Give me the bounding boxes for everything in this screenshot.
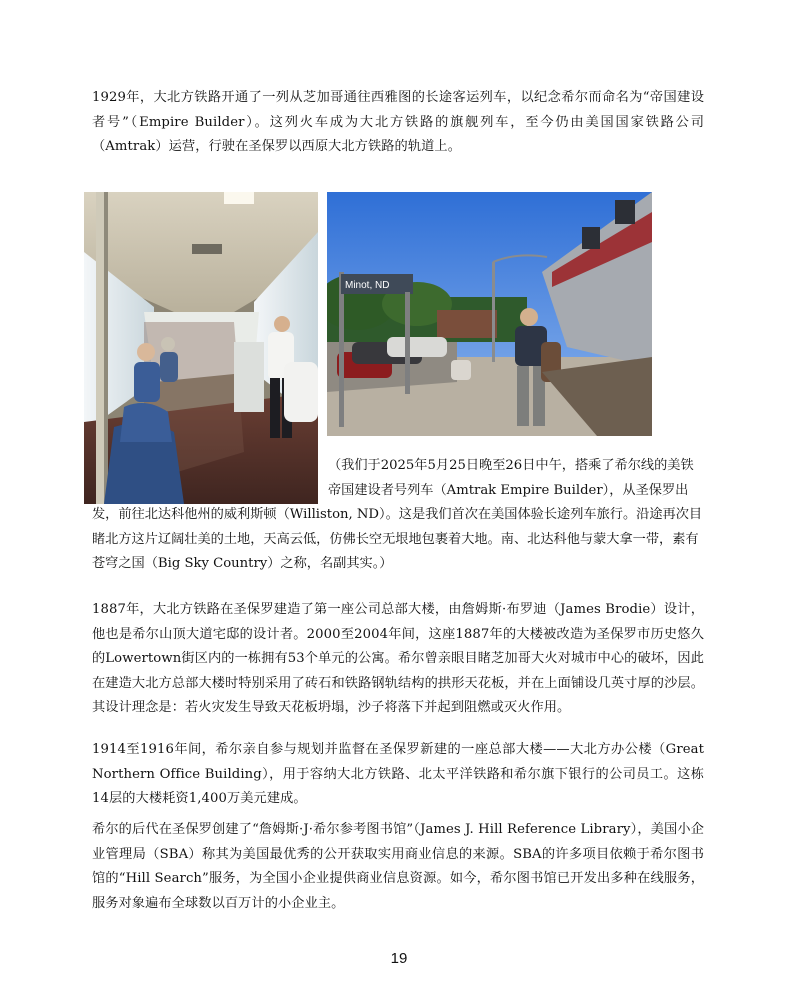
minot-sign-text: Minot, ND bbox=[345, 280, 390, 291]
caption-text: （我们于2025年5月25日晚至26日中午，搭乘了希尔线的美铁帝国建设者号列车（Amtrak Empire Builder），从圣保罗出发，前往北达科他州的威利斯顿（Williston, ND）。这是我们首次在美国体验长途列车旅行。沿途再次目睹北方这片辽阔壮美的土地，天高云低，仿佛长空无垠地包裹着大地。南、北达科他与蒙大拿一带，素有苍穹之国（Big Sky Country）之称，名副其实。） bbox=[92, 458, 703, 571]
caption-indent bbox=[92, 454, 328, 503]
paragraph-office-building: 1914至1916年间，希尔亲自参与规划并监督在圣保罗新建的一座总部大楼——大北方办公楼（Great Northern Office Building），用于容纳大北方铁路、北太平洋铁路和希尔旗下银行的公司员工。这栋14层的大楼耗资1,400万美元建成。 bbox=[92, 742, 704, 806]
photo-caption bbox=[92, 454, 704, 577]
paragraph-empire-builder: 1929年，大北方铁路开通了一列从芝加哥通往西雅图的长途客运列车，以纪念希尔而命名为“帝国建设者号”（Empire Builder）。这列火车成为大北方铁路的旗舰列车，至今仍由美国国家铁路公司（Amtrak）运营，行驶在圣保罗以西原大北方铁路的轨道上。 bbox=[92, 90, 704, 154]
page-number: 19 bbox=[390, 950, 408, 967]
minot-station-photo bbox=[327, 192, 652, 436]
paragraph-hill-library: 希尔的后代在圣保罗创建了“詹姆斯·J·希尔参考图书馆”（James J. Hill Reference Library），美国小企业管理局（SBA）称其为美国最优秀的公开获取实用商业信息的来源。SBA的许多项目依赖于希尔图书馆的“Hill Search”服务，为全国小企业提供商业信息资源。如今，希尔图书馆已开发出多种在线服务，服务对象遍布全球数以百万计的小企业主。 bbox=[92, 822, 704, 911]
paragraph-1887-headquarters: 1887年，大北方铁路在圣保罗建造了第一座公司总部大楼，由詹姆斯·布罗迪（James Brodie）设计，他也是希尔山顶大道宅邸的设计者。2000至2004年间，这座1887年的大楼被改造为圣保罗市历史悠久的Lowertown街区内的一栋拥有53个单元的公寓。希尔曾亲眼目睹芝加哥大火对城市中心的破坏，因此在建造大北方总部大楼时特别采用了砖石和铁路钢轨结构的拱形天花板，并在上面铺设几英寸厚的沙层。其设计理念是：若火灾发生导致天花板坍塌，沙子将落下并起到阻燃或灭火作用。 bbox=[92, 602, 704, 715]
